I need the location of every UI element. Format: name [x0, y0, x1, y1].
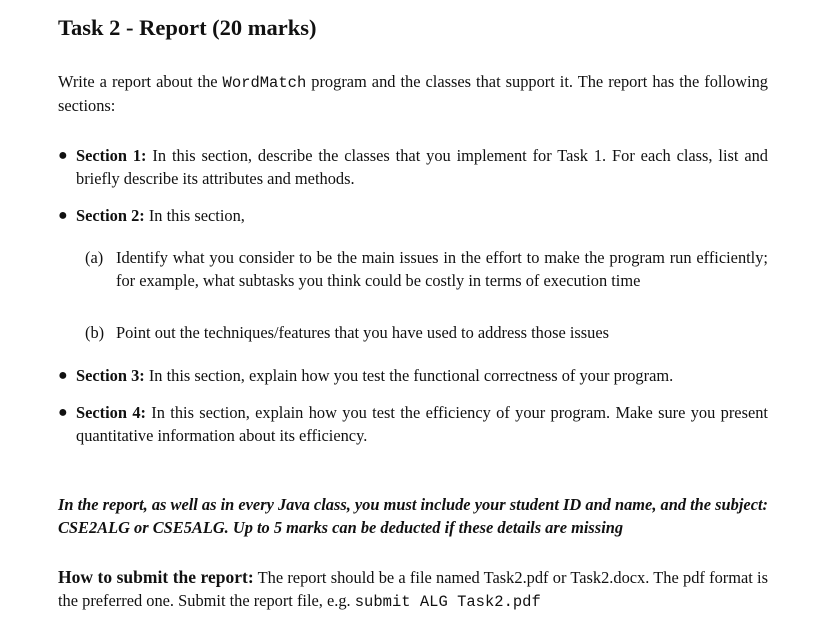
section-2-heading: Section 2: — [76, 206, 145, 225]
bullet-icon: ● — [58, 367, 68, 384]
intro-paragraph — [58, 71, 768, 117]
bullet-icon: ● — [58, 404, 68, 421]
section-2-item — [58, 205, 768, 228]
subitem-b-label: (b) — [85, 323, 105, 342]
section-2-text: In this section, — [144, 206, 245, 225]
section-3-item — [58, 365, 768, 388]
bullet-icon: ● — [58, 147, 68, 164]
section-1-heading: Section 1: — [76, 146, 147, 165]
submit-command-code: submit ALG Task2.pdf — [354, 592, 541, 611]
section-4-text: In this section, explain how you test the efficiency of your program. Make sure you present quantitative information about its efficiency. — [76, 403, 768, 445]
bullet-icon: ● — [58, 207, 68, 224]
submit-instructions — [58, 566, 768, 613]
section-2-subitem-a — [85, 247, 768, 292]
submit-heading: How to submit the report: — [58, 567, 254, 587]
subitem-a-label: (a) — [85, 248, 104, 267]
subitem-a-text: Identify what you consider to be the main issues in the effort to make the program run efficiently; for example, what subtasks you think could be costly in terms of execution time — [116, 248, 768, 290]
program-name-code: WordMatch — [222, 74, 307, 92]
section-4-item — [58, 402, 768, 447]
section-4-heading: Section 4: — [76, 403, 146, 422]
intro-text-before: Write a report about the — [58, 72, 223, 91]
intro-text-after: program and the classes that support it. The report has the following sections: — [58, 72, 768, 115]
subitem-b-text: Point out the techniques/features that you have used to address those issues — [116, 323, 609, 342]
section-1-text: In this section, describe the classes that you implement for Task 1. For each class, list and briefly describe its attributes and methods. — [76, 146, 768, 188]
page-title: Task 2 - Report (20 marks) — [58, 15, 317, 40]
section-1-item — [58, 145, 768, 190]
section-2-subitem-b — [85, 322, 768, 345]
section-3-text: In this section, explain how you test the functional correctness of your program. — [144, 366, 674, 385]
submit-text: The report should be a file named Task2.pdf or Task2.docx. The pdf format is the preferred one. Submit the report file, e.g. — [58, 568, 768, 610]
section-3-heading: Section 3: — [76, 366, 145, 385]
student-details-note: In the report, as well as in every Java class, you must include your student ID and name, and the subject: CSE2ALG or CSE5ALG. Up to 5 marks can be deducted if these details are missing — [58, 495, 768, 537]
